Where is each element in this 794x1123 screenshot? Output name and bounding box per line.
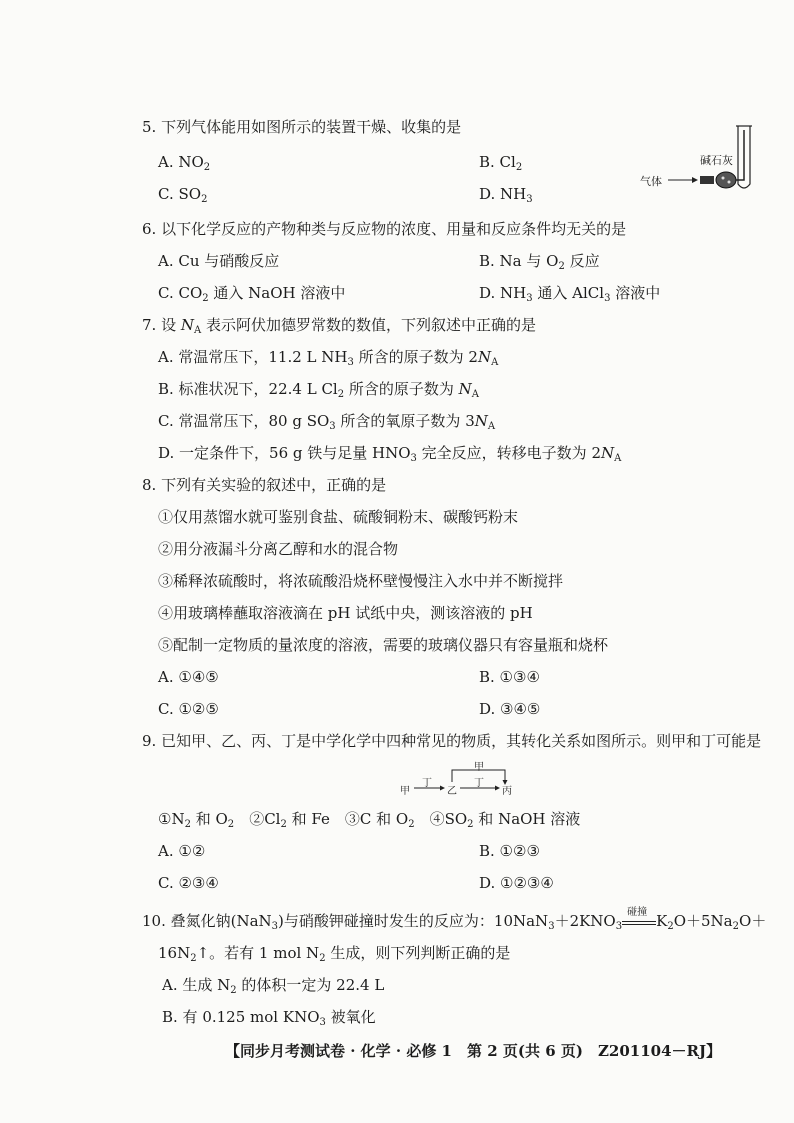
scheme-bing: 丙 — [502, 786, 512, 797]
reaction-condition-arrow: 碰撞 — [622, 919, 656, 925]
q8-statement-3: ③稀释浓硫酸时，将浓硫酸沿烧杯壁慢慢注入水中并不断搅拌 — [158, 572, 564, 590]
q8-statement-4: ④用玻璃棒蘸取溶液滴在 pH 试纸中央，测该溶液的 pH — [158, 604, 533, 622]
q9-option-b: B. ①②③ — [479, 842, 540, 860]
q7-stem: 7. 设 $N_A$ 表示阿伏加德罗常数的数值，下列叙述中正确的是 — [142, 316, 536, 336]
q7-option-a: A. 常温常压下，11.2 L $NH_3$ 所含的原子数为 $2N_A$ — [158, 348, 499, 368]
gas-inlet-arrowhead — [692, 177, 698, 183]
gas-label: 气体 — [640, 175, 662, 188]
q8-stem: 8. 下列有关实验的叙述中，正确的是 — [142, 476, 387, 494]
q8-statement-2: ②用分液漏斗分离乙醇和水的混合物 — [158, 540, 399, 558]
connecting-tube — [736, 130, 744, 180]
q5-option-b: B. $Cl_2$ — [479, 153, 523, 173]
q9-pairs: $①N_2$ 和 $O_2$ $②Cl_2$ 和 Fe ③C 和 $O_2$ $④SO_2$ 和 NaOH 溶液 — [158, 810, 581, 830]
q10-stem-line1: 10. 叠氮化钠(NaN$_3$)与硝酸钾碰撞时发生的反应为：$10NaN_3+2KNO_3$ 碰撞 $K_2O+5Na_2O+$ — [142, 907, 767, 932]
q6-stem: 6. 以下化学反应的产物种类与反应物的浓度、用量和反应条件均无关的是 — [142, 220, 627, 238]
q10-option-a: A. 生成 $N_2$ 的体积一定为 22.4 L — [162, 976, 385, 996]
q9-option-d: D. ①②③④ — [479, 874, 554, 892]
q7-option-c: C. 常温常压下，80 g $SO_3$ 所含的氧原子数为 $3N_A$ — [158, 412, 496, 432]
drying-apparatus-figure — [640, 118, 770, 198]
scheme-jia: 甲 — [400, 786, 410, 797]
q5-option-c: C. $SO_2$ — [158, 185, 208, 205]
q7-option-d: D. 一定条件下，56 g 铁与足量 $HNO_3$ 完全反应，转移电子数为 $2N_A$ — [158, 444, 622, 464]
q8-option-a: A. ①④⑤ — [158, 668, 219, 686]
scheme-yi: 乙 — [447, 786, 457, 797]
q6-option-a: A. Cu 与硝酸反应 — [158, 252, 280, 270]
q10-option-b: B. 有 0.125 mol $KNO_3$ 被氧化 — [162, 1008, 376, 1028]
q10-stem-line2: $16N_2↑$。若有 1 mol $N_2$ 生成，则下列判断正确的是 — [158, 944, 511, 964]
q6-option-d: D. $NH_3$ 通入 AlCl$_3$ 溶液中 — [479, 284, 661, 304]
q5-option-d: D. $NH_3$ — [479, 185, 533, 205]
q6-option-c: C. $CO_2$ 通入 NaOH 溶液中 — [158, 284, 346, 304]
scheme-arrows — [400, 758, 540, 798]
q8-option-b: B. ①③④ — [479, 668, 540, 686]
soda-lime-label: 碱石灰 — [700, 154, 733, 167]
q8-option-c: C. ①②⑤ — [158, 700, 219, 718]
page-footer: 【同步月考测试卷 · 化学 · 必修 1 第 2 页(共 6 页) Z201104－RJ】 — [225, 1042, 722, 1060]
q9-option-a: A. ①② — [158, 842, 206, 860]
inlet-tube — [700, 176, 714, 184]
q5-stem: 5. 下列气体能用如图所示的装置干燥、收集的是 — [142, 118, 462, 136]
scheme-ding-2: 丁 — [474, 778, 484, 789]
drying-bulb — [716, 172, 736, 188]
q6-option-b: B. Na 与 $O_2$ 反应 — [479, 252, 600, 272]
q9-option-c: C. ②③④ — [158, 874, 219, 892]
q8-statement-1: ①仅用蒸馏水就可鉴别食盐、硫酸铜粉末、碳酸钙粉末 — [158, 508, 519, 526]
q5-option-a: A. $NO_2$ — [158, 153, 211, 173]
scheme-ding-1: 丁 — [422, 778, 432, 789]
q8-option-d: D. ③④⑤ — [479, 700, 541, 718]
q8-statement-5: ⑤配制一定物质的量浓度的溶液，需要的玻璃仪器只有容量瓶和烧杯 — [158, 636, 609, 654]
transformation-scheme — [400, 758, 540, 798]
q7-option-b: B. 标准状况下，22.4 L $Cl_2$ 所含的原子数为 $N_A$ — [158, 380, 480, 400]
scheme-jia-top: 甲 — [474, 762, 484, 773]
q9-stem: 9. 已知甲、乙、丙、丁是中学化学中四种常见的物质，其转化关系如图所示。则甲和丁可能是 — [142, 732, 762, 750]
